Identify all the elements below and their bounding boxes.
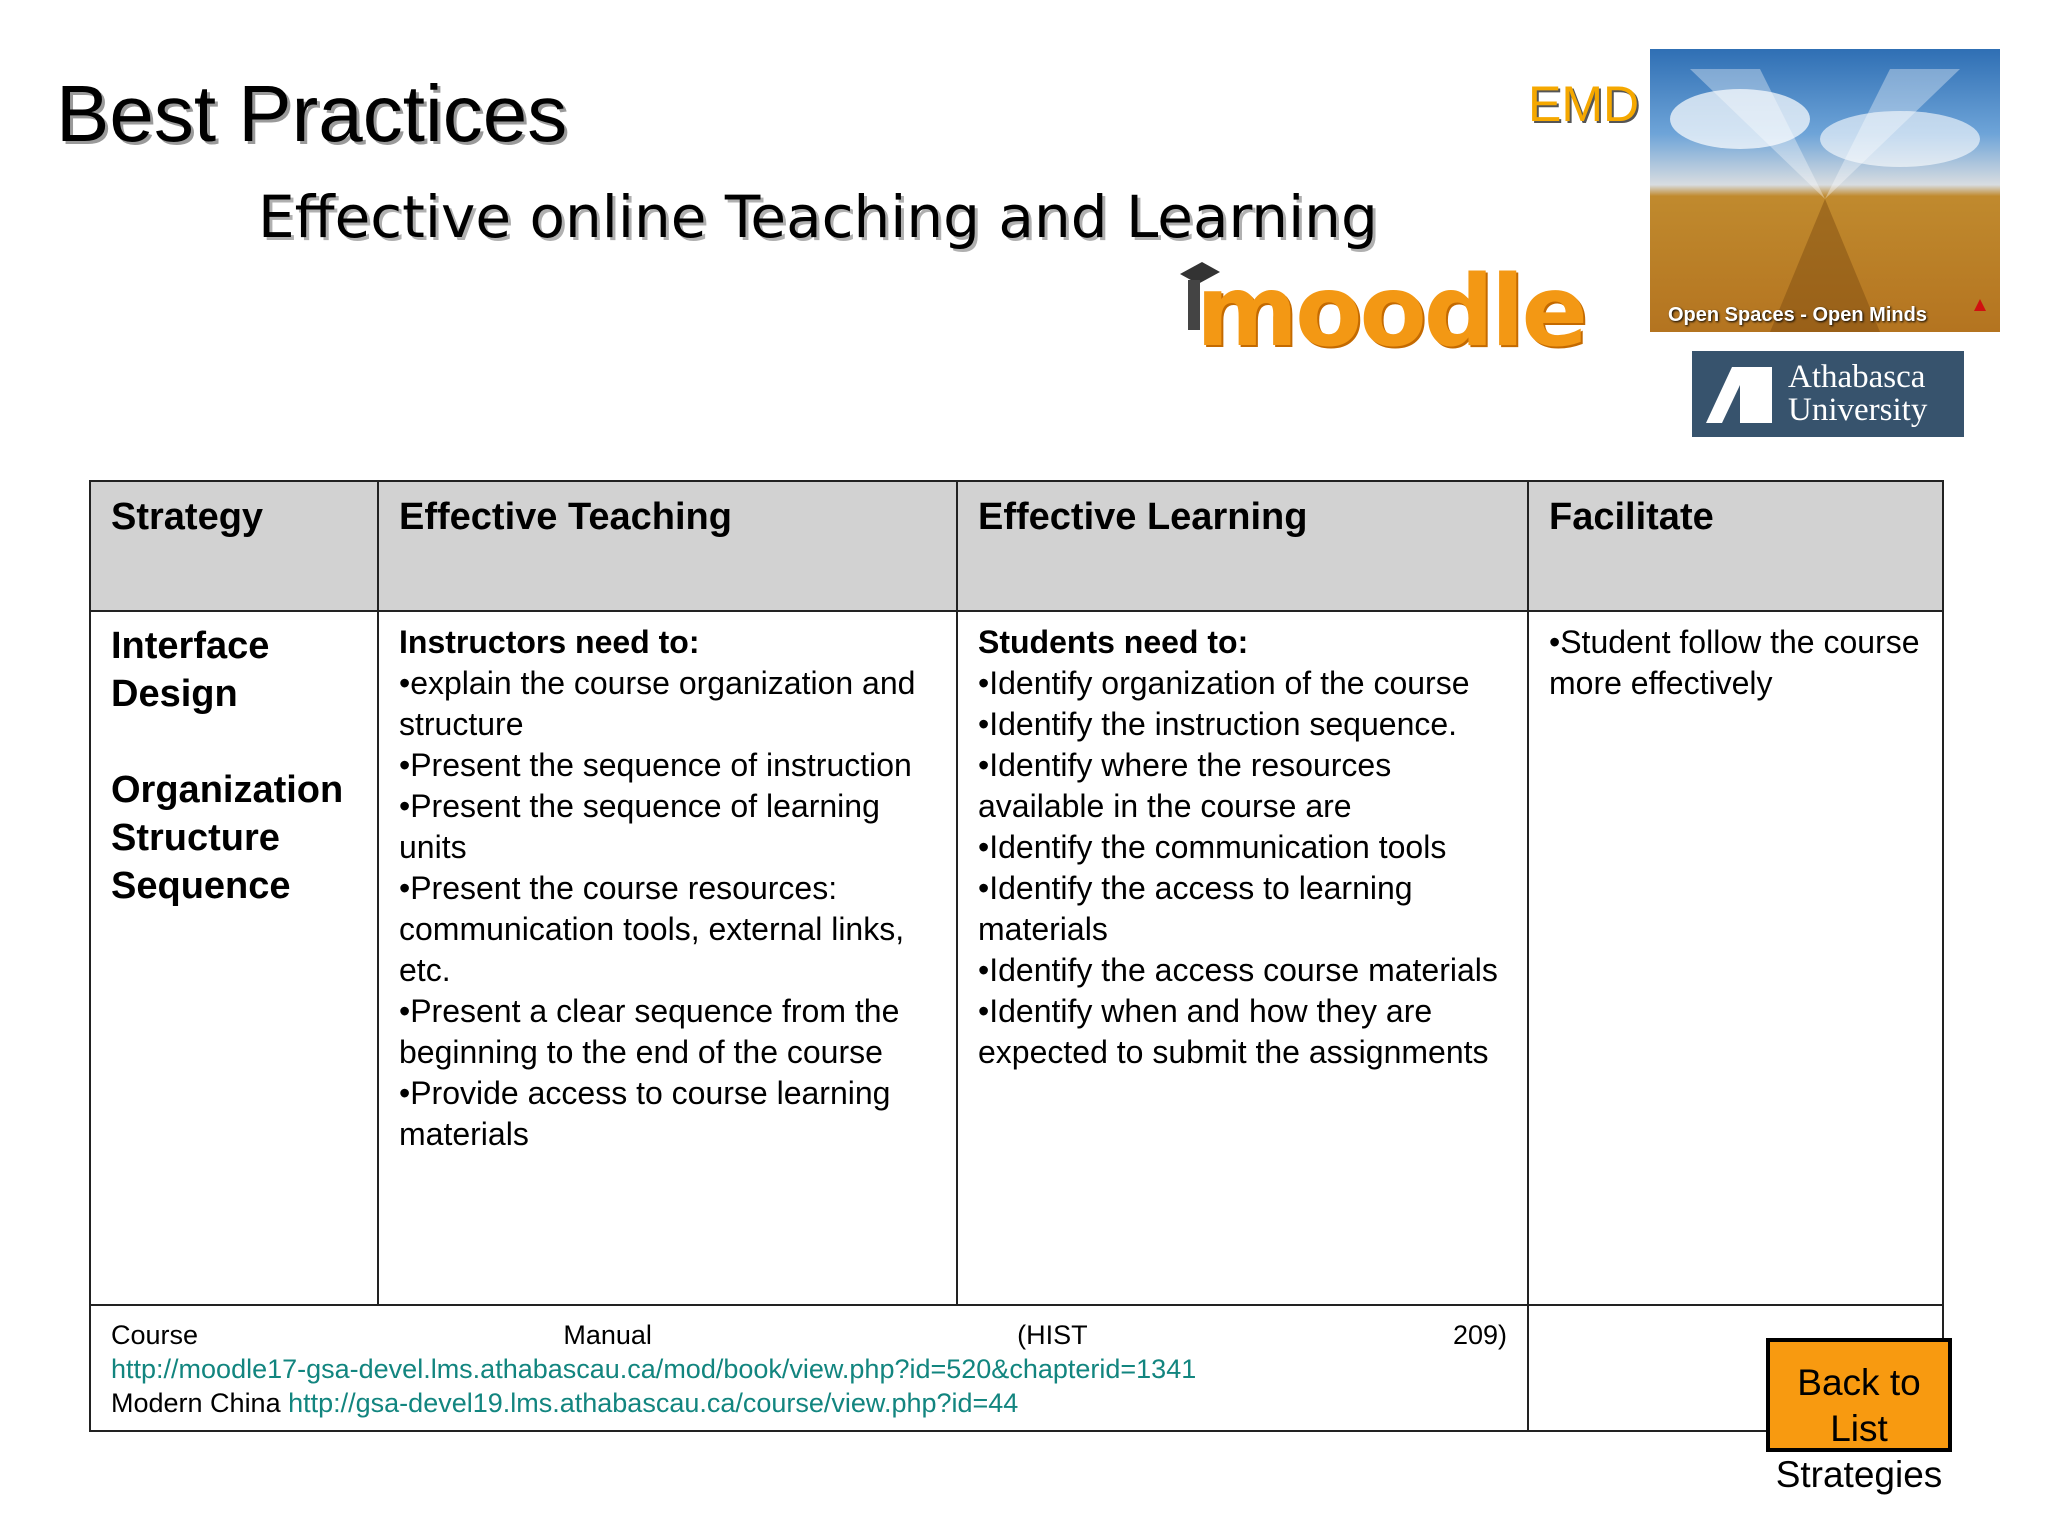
learning-cell — [957, 611, 1528, 1305]
footer-cell — [90, 1305, 1528, 1431]
header-strategy: Strategy — [90, 481, 378, 611]
teaching-lead: Instructors need to: — [399, 624, 700, 660]
page-title: Best Practices — [56, 69, 568, 158]
teaching-bullet: •Present the sequence of instruction — [399, 747, 912, 783]
strategy-line: Design — [111, 673, 238, 715]
table-row — [90, 611, 1943, 1305]
open-spaces-image — [1650, 49, 2000, 332]
footer-word: Course — [111, 1320, 199, 1350]
strategy-line: Sequence — [111, 865, 291, 907]
athabasca-emblem-icon — [1692, 351, 1782, 437]
course-manual-link[interactable]: http://moodle17-gsa-devel.lms.athabascau.ca/mod/book/view.php?id=520&chapterid=1341 — [111, 1354, 1197, 1384]
facilitate-bullet: •Student follow the course more effectively — [1549, 624, 1920, 701]
header-effective-learning: Effective Learning — [957, 481, 1528, 611]
header-facilitate: Facilitate — [1528, 481, 1943, 611]
facilitate-cell — [1528, 611, 1943, 1305]
teaching-cell — [378, 611, 957, 1305]
teaching-bullet: •Present a clear sequence from the beginning to the end of the course — [399, 993, 900, 1070]
learning-bullet: •Identify organization of the course — [978, 665, 1470, 701]
strategy-cell — [90, 611, 378, 1305]
strategy-line: Structure — [111, 817, 280, 859]
modern-china-link[interactable]: http://gsa-devel19.lms.athabascau.ca/course/view.php?id=44 — [288, 1388, 1019, 1418]
back-button-line1: Back to List — [1797, 1362, 1921, 1449]
table-header-row — [90, 481, 1943, 611]
header-effective-teaching: Effective Teaching — [378, 481, 957, 611]
learning-bullet: •Identify the access course materials — [978, 952, 1498, 988]
footer-word: (HIST — [1017, 1320, 1088, 1350]
athabasca-line1: Athabasca — [1788, 359, 1926, 395]
learning-bullet: •Identify the instruction sequence. — [978, 706, 1458, 742]
back-button-line2: Strategies — [1775, 1454, 1943, 1495]
strategy-line: Interface — [111, 625, 270, 667]
table-footer-row — [90, 1305, 1943, 1431]
footer-course-line — [111, 1318, 1507, 1352]
landscape-caption: Open Spaces - Open Minds — [1668, 304, 1927, 326]
teaching-bullet: •Present the course resources: communication tools, external links, etc. — [399, 870, 905, 988]
moodle-wordmark: moodle — [1196, 255, 1585, 369]
learning-bullet: •Identify when and how they are expected to submit the assignments — [978, 993, 1489, 1070]
emd-label: EMD — [1528, 76, 1640, 132]
footer-word: Manual — [563, 1320, 652, 1350]
modern-china-label: Modern China — [111, 1388, 281, 1418]
strategy-table — [89, 480, 1944, 1432]
back-to-list-button[interactable] — [1766, 1338, 1952, 1495]
learning-lead: Students need to: — [978, 624, 1249, 660]
footer-word: 209) — [1452, 1320, 1507, 1350]
learning-bullet: •Identify the access to learning materials — [978, 870, 1413, 947]
athabasca-university-logo — [1692, 351, 1964, 437]
strategy-line: Organization — [111, 769, 344, 811]
teaching-bullet: •Provide access to course learning materials — [399, 1075, 891, 1152]
page-subtitle: Effective online Teaching and Learning — [258, 183, 1378, 251]
landscape-icon — [1650, 49, 2000, 332]
learning-bullet: •Identify the communication tools — [978, 829, 1447, 865]
learning-bullet: •Identify where the resources available in the course are — [978, 747, 1392, 824]
teaching-bullet: •Present the sequence of learning units — [399, 788, 880, 865]
athabasca-line2: University — [1788, 392, 1928, 428]
teaching-bullet: •explain the course organization and structure — [399, 665, 916, 742]
